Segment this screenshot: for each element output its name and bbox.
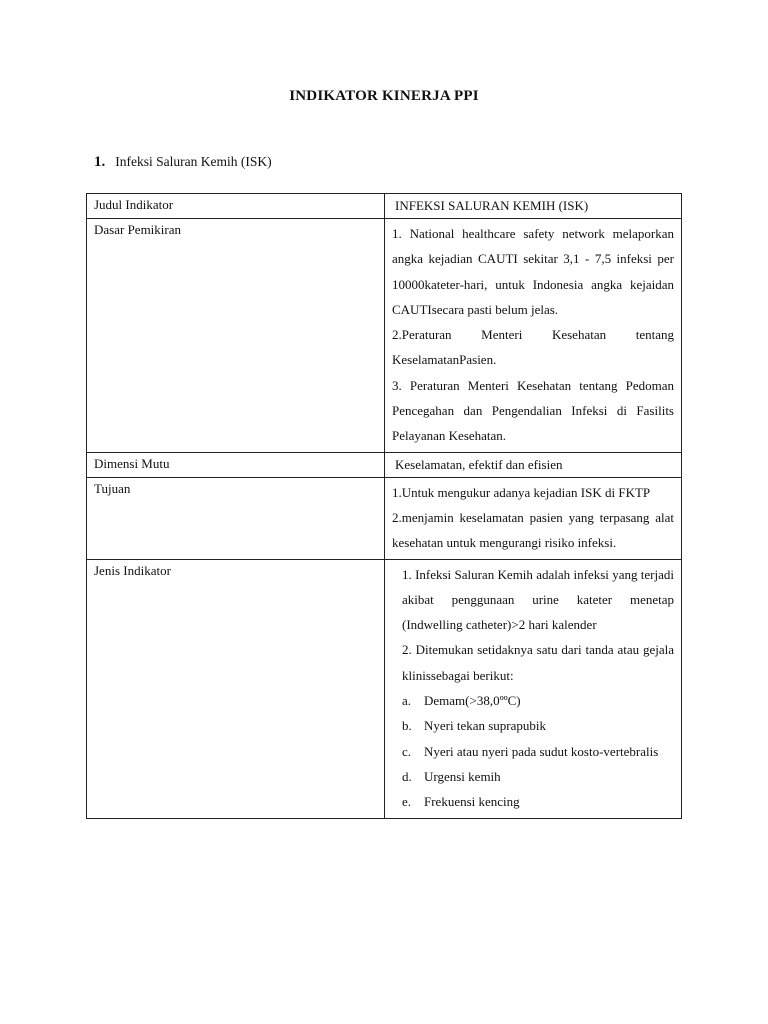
list-item: [392, 789, 674, 814]
section-number: 1.: [94, 154, 106, 170]
row-label-tujuan: Tujuan: [87, 477, 385, 559]
row-value-dimensi: [385, 452, 682, 477]
list-item-marker: b.: [402, 718, 412, 734]
list-item-marker: e.: [402, 794, 412, 810]
section-heading: [94, 154, 272, 171]
dimensi-value-text: Keselamatan, efektif dan efisien: [395, 456, 563, 472]
list-item-text: Nyeri atau nyeri pada sudut kosto-vertebralis: [424, 743, 659, 759]
jenis-point-2: 2. Ditemukan setidaknya satu dari tanda atau gejala klinissebagai berikut:: [402, 642, 674, 683]
tujuan-point-2: 2.menjamin keselamatan pasien yang terpasang alat kesehatan untuk mengurangi risiko infeksi.: [392, 509, 674, 551]
indicator-table: [86, 193, 682, 819]
list-item: [392, 713, 674, 738]
dasar-point-2: 2.Peraturan Menteri Kesehatan tentang KeselamatanPasien.: [392, 327, 674, 368]
document-title: INDIKATOR KINERJA PPI: [289, 88, 479, 104]
row-value-judul: [385, 194, 682, 219]
list-item-marker: a.: [402, 693, 412, 709]
row-label-dasar: Dasar Pemikiran: [87, 219, 385, 453]
list-item: [392, 688, 674, 713]
judul-value-text: INFEKSI SALURAN KEMIH (ISK): [395, 198, 589, 213]
row-value-jenis: [385, 559, 682, 818]
row-value-dasar: [385, 219, 682, 453]
list-item-text: Demam(>38,0ººC): [424, 693, 521, 709]
table-row-judul: [87, 194, 682, 219]
row-label-jenis: Jenis Indikator: [87, 559, 385, 818]
table-row-dimensi: [87, 452, 682, 477]
section-heading-text: Infeksi Saluran Kemih (ISK): [115, 154, 272, 169]
table-row-tujuan: [87, 477, 682, 559]
tujuan-point-1: 1.Untuk mengukur adanya kejadian ISK di FKTP: [392, 484, 651, 500]
list-item: [392, 739, 674, 764]
list-item-marker: c.: [402, 743, 412, 759]
list-item: [392, 764, 674, 789]
row-label-dimensi: Dimensi Mutu: [87, 452, 385, 477]
dasar-point-1: 1. National healthcare safety network melaporkan angka kejadian CAUTI sekitar 3,1 - 7,5 infeksi per 10000kateter-hari, untuk Indonesia angka kejaidan CAUTIsecara pasti belum jelas.: [392, 226, 674, 317]
table-row-dasar: [87, 219, 682, 453]
row-label-judul: Judul Indikator: [87, 194, 385, 219]
table-row-jenis: [87, 559, 682, 818]
dasar-point-3: 3. Peraturan Menteri Kesehatan tentang Pedoman Pencegahan dan Pengendalian Infeksi di Fasilits Pelayanan Kesehatan.: [392, 377, 674, 444]
list-item-text: Urgensi kemih: [424, 768, 501, 784]
list-item-text: Nyeri tekan suprapubik: [424, 718, 547, 734]
jenis-point-1: 1. Infeksi Saluran Kemih adalah infeksi yang terjadi akibat penggunaan urine kateter menetap (Indwelling catheter)>2 hari kalender: [402, 566, 674, 633]
row-value-tujuan: [385, 477, 682, 559]
list-item-text: Frekuensi kencing: [424, 794, 520, 810]
list-item-marker: d.: [402, 768, 412, 784]
